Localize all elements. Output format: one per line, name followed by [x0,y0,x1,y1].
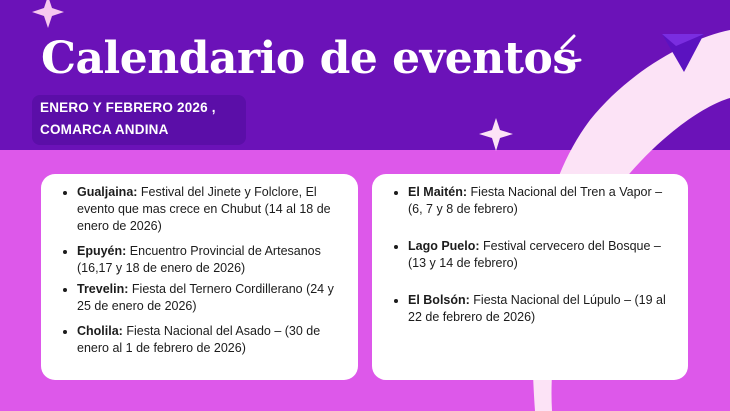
list-item [57,281,344,315]
event-description: Fiesta Nacional del Asado – (30 de enero al 1 de febrero de 2026) [77,324,321,355]
event-description: Fiesta Nacional del Tren a Vapor – (6, 7 y 8 de febrero) [408,185,663,216]
list-item [388,184,678,218]
event-place: Trevelin: [77,282,129,296]
event-place: Cholila: [77,324,123,338]
sparkle-icon [32,0,64,28]
list-item [388,238,678,272]
event-description: Festival del Jinete y Folclore, El evento que mas crece en Chubut (14 al 18 de enero de 2026) [77,185,331,233]
event-place: El Bolsón: [408,293,470,307]
subtitle-badge [32,95,246,145]
list-item [57,323,344,357]
list-item [388,292,678,326]
event-description: Fiesta Nacional del Lúpulo – (19 al 22 de febrero de 2026) [408,293,666,324]
event-place: El Maitén: [408,185,468,199]
event-place: Epuyén: [77,244,127,258]
list-item [57,243,344,277]
events-card-left [41,174,358,380]
events-list [57,184,344,357]
event-place: Lago Puelo: [408,239,480,253]
events-list [388,184,678,326]
page-title: Calendario de eventos [41,33,577,84]
event-description: Festival cervecero del Bosque – (13 y 14 de febrero) [408,239,661,270]
sparkle-icon [479,118,513,151]
event-place: Gualjaina: [77,185,138,199]
events-card-right [372,174,688,380]
event-description: Encuentro Provincial de Artesanos (16,17 y 18 de enero de 2026) [77,244,321,275]
event-description: Fiesta del Ternero Cordillerano (24 y 25 de enero de 2026) [77,282,334,313]
list-item [57,184,344,235]
subtitle-line: ENERO Y FEBRERO 2026 , [40,100,216,115]
subtitle-line: COMARCA ANDINA [40,122,169,137]
